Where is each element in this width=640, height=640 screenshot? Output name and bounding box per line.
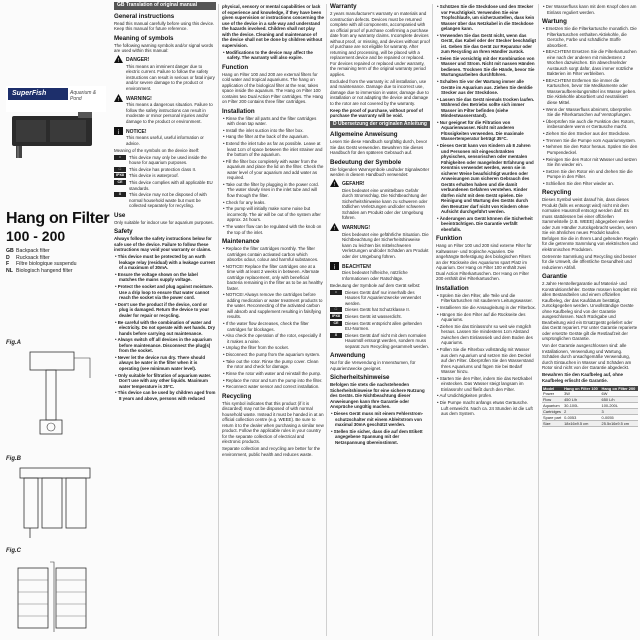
language-banner-d: D Übersetzung der originalen Anleitung — [330, 121, 430, 129]
safety-bullet: • Only suitable for filtration of aquarium water. Don't use with any other liquids. Maximum water temperature is 35°C. — [115, 372, 212, 389]
danger-text: This means an imminent danger due to electric current. Failure to follow the safety instructions can result in serious or fatal injury and/or severe damage to the product or environment. — [126, 63, 215, 91]
svg-text:!: ! — [333, 182, 336, 187]
column-divider — [432, 4, 433, 636]
ce-mark-icon: CE — [114, 180, 126, 185]
table-row: Spare part 0-0053 0-0055 — [542, 415, 638, 421]
section-heading: Bedeutung der Symbole — [330, 158, 402, 166]
maintenance-step: • Überprüfen Sie auch die Funktion des Rotors, insbesondere wenn er Geräusche macht. — [543, 118, 635, 130]
svg-text:i: i — [117, 128, 120, 135]
figure-b-label: Fig.B — [6, 456, 21, 462]
warning-text: This means a dangerous situation. Failure to follow the safety instructions can result in moderate or minor personal injuries and/or damage to the product or environment. — [126, 102, 213, 124]
section-heading: General instructions — [114, 12, 175, 20]
symbol-row: ⌂ This device may only be used inside the house for aquarium purposes. — [114, 155, 216, 166]
installation-step: • Extend the inlet tube as far as possible. Leave at least 1cm of space between the inlet strainer and the bottom of the aquarium. — [223, 141, 323, 158]
installation-step: • Der Wasserfluss kann mit dem Knopf oben am Einlass reguliert werden. — [543, 4, 637, 15]
installation-step: • Ziehen Sie das Einlassrohr so weit wie möglich heraus. Lassen Sie mindestens 1cm Abstand zwischen dem Einlasssieb und dem Boden des Aquariums. — [437, 323, 533, 346]
installation-step: • Hängen Sie den Filter auf die Rückseite des Aquariums. — [437, 311, 526, 323]
safety-bullet: • Always switch off all devices in the aquarium before maintenance. Disconnect the plug(s) from the socket. — [115, 337, 212, 354]
warranty-text: Von der Garantie ausgeschlossen sind: alle Installationen, Verwendung und Wartung. Schäden durch unsachgemäße Verwendung, durch Eintauchen in Wasser und Schäden am Rotor sind nicht von der Garantie abgedeckt. — [542, 343, 632, 371]
column-gb-d — [330, 0, 430, 640]
protection-class-icon: □ — [114, 167, 126, 172]
maintenance-step: • Reinigen Sie den Rotor mit Wasser und setzen Sie ihn wieder ein. — [543, 156, 637, 167]
weee-bin-icon: X — [114, 192, 126, 197]
column-gb-1 — [114, 0, 216, 640]
brand-logo: SuperFish — [8, 88, 68, 100]
section-text: Lesen Sie diese Handbuch sorgfältig durch, bevor Sie das Gerät verwenden. Bewahren Sie dieses Handbuch für den späteren Gebrauch auf. — [330, 139, 428, 155]
language-list — [6, 248, 77, 274]
maintenance-step: • Take out the rotor. Rinse the pump cover. Clean the rotor and check for damage. — [223, 358, 319, 370]
filter-product-image — [8, 110, 102, 160]
maintenance-step: • Replace the filter cartridges monthly. The filter cartridges contain activated carbon which absorbs odour, colour and harmful substances. — [223, 246, 319, 262]
weee-bin-icon: X — [330, 333, 342, 338]
warning-icon — [114, 94, 123, 102]
installation-heading: Installation — [436, 284, 469, 292]
danger-warning-icon — [114, 55, 123, 63]
installation-step: • Starten Sie den Filter, indem Sie das Netzkabel einstecken. Das Wasser steigt langsam im Einlassrohr und fließt durch den Filter. — [437, 375, 532, 392]
installation-heading: Installation — [222, 107, 255, 115]
spec-table — [542, 386, 638, 427]
installation-step: • Auf Undichtigkeiten prüfen. — [437, 393, 493, 399]
danger-block: ! GEFAHR! Dies bedeutet eine unmittelbare Gefahr durch Stromschlag. Die Nichtbeachtung der Sicherheitshinweise kann zu schweren oder tödlichen Verletzungen und/oder schweren Schäden am Produkt oder der Umgebung führen. — [330, 179, 430, 222]
installation-step: • The water flow can be regulated with the knob on the top of the inlet. — [223, 224, 322, 235]
figure-a-diagram — [10, 348, 102, 440]
use-heading: Anwendung — [330, 352, 366, 360]
safety-bullet: • Protect the socket and plug against moisture. Use a drip loop to ensure that water cannot reach the socket via the power cord. — [115, 284, 213, 301]
maintenance-step: • Wenn der Wasserfluss abnimmt, überprüfen Sie die Filterkartuschen auf Verstopfungen. — [543, 106, 632, 118]
use-heading: Use — [114, 211, 126, 219]
table-row: Flow 450 L/h 650 L/h — [542, 397, 638, 403]
notice-title: NOTICE! — [126, 128, 147, 135]
function-heading: Funktion — [436, 235, 463, 243]
safety-bullet: • Be careful with the combination of water and electricity. Do not operate with wet hands. Dry hands before carrying out maintenance. — [115, 319, 216, 336]
svg-text:!: ! — [117, 96, 120, 102]
recycling-text: Getrennte Sammlung und Recycling sind besser für die Umwelt, die öffentliche Gesundheit und reduzieren Abfall. — [542, 253, 637, 270]
maintenance-step: • Ziehen Sie den Stecker aus der Steckdose. — [543, 130, 631, 136]
table-row: Cartridges 2 3 — [542, 409, 638, 415]
warning-title: WARNING! — [126, 95, 152, 102]
safety-bullet: • This device must be protected by an earth leakage relay (residual) with a leakage current of a maximum of 30mA. — [115, 254, 215, 271]
brand-header — [6, 86, 106, 112]
use-text: Only suitable for indoor use for aquarium purposes. — [114, 219, 214, 225]
warning-block: ! WARNUNG! Dies bedeutet eine gefährliche Situation. Die Nichtbeachtung der Sicherheitshinweise kann zu leichten bis mittelschweren Verletzungen und/oder Schäden am Produkt oder der Umgebung führen. — [330, 223, 430, 261]
symbol-row: IPX8 This device is waterproof. — [114, 173, 216, 179]
column-d-2 — [436, 0, 536, 640]
function-text: Hang on Filter 100 and 200 are external filters for cold water and tropical aquariums. The hang on application of the biological filter at the rear, takes space inside the aquarium. The Hang on Filter 100 contains two Dual Action Filter cartridges. The Hang on Filter 200 contains three filter cartridges. — [222, 71, 323, 104]
safety-bullet: • Schalten Sie vor der Wartung immer alle Geräte im Aquarium aus. Ziehen Sie den/die Stecker aus der Steckdose. — [437, 79, 533, 96]
column-d-3 — [542, 0, 638, 640]
use-text: Nur für die Verwendung in Innenräumen, für Aquarienzwecke geeignet. — [330, 360, 416, 371]
installation-step: • Spülen Sie den Filter, alle Teile und die Filterkartuschen mit sauberem Leitungswasser. — [437, 292, 533, 304]
warranty-text: 2 Jahre Herstellergarantie auf Material- und Konstruktionsfehler. Geräte müssen komplett mit allen Bestandteilen und einem offiziellen Kaufbeleg, der das Kaufdatum bestätigt, zurückgegeben werden. Unvollständige Geräte ohne Kaufbeleg sind von der Garantie ausgeschlossen. Nach Rückgabe und Bearbeitung wird ein Ersatzgerät geliefert oder das Gerät repariert. Für unter Garantie reparierte oder ersetzte Geräte gilt die Restlaufzeit der ursprünglichen Garantie. — [542, 281, 638, 342]
safety-text: Befolgen Sie stets die nachstehenden Sicherheitshinweise für eine sichere Nutzung des Geräts. Die Nichtbeachtung dieser Anweisungen kann Ihre Garantie oder Ansprüche ungültig machen. — [330, 382, 425, 410]
safety-continued: physical, sensory or mental capabilities or lack of experience and knowledge, if they have been given supervision or instructions concerning the use of the device in a safe way and understand the hazards involved. Children shall not play with the device. Cleaning and maintenance of the device shall not be done by children without supervision. — [222, 4, 324, 48]
table-header: Hang on Filter 200 — [601, 386, 638, 391]
warranty-text: Excluded from the warranty is: all installation, use and maintenance. Damage due to incorrect use, damage due to immersion in water, damage due to installation or not adapting the device and damage to the rotor are not covered by the warranty. — [330, 78, 429, 106]
safety-bullet: • Dieses Gerät muss mit einem Fehlerstrom-schutzschalter mit einem Ableitstrom von maximal 30mA geschützt werden. — [331, 411, 424, 428]
installation-step: • Rinse the filter all parts and the filter cartridges with clean tap water. — [223, 115, 317, 126]
safety-bullet: • Verwenden Sie das Gerät nicht, wenn das Gerät, das Kabel oder der Stecker beschädigt ist. Geben Sie das Gerät zur Reparatur oder zum Recycling an Ihren Händler zurück. — [437, 32, 536, 55]
warranty-heading: Warranty — [330, 3, 357, 10]
safety-bullet: • Dieses Gerät kann von Kindern ab 8 Jahren und Personen mit eingeschränkten physischen, sensorischen oder mentalen Fähigkeiten oder mangelnder Erfahrung und Kenntnis verwendet werden, wenn sie in sicherer Weise beaufsichtigt wurden oder Anweisungen zum sicheren Gebrauch des Geräts erhalten haben und die damit verbundenen Gefahren verstehen. Kinder dürfen nicht mit dem Gerät spielen. Die Reinigung und Wartung des Geräts durch den Benutzer darf nicht von Kindern ohne Aufsicht durchgeführt werden. — [437, 143, 534, 215]
notice-icon — [330, 262, 339, 270]
danger-block — [114, 55, 216, 93]
maintenance-heading: Maintenance — [222, 238, 260, 245]
symbols-intro: Meaning of the symbols on the device itself: — [114, 147, 200, 153]
language-item: NL Biologisch hangend filter — [6, 267, 73, 274]
maintenance-step: • Schließen Sie den Filter wieder an. — [543, 180, 614, 186]
safety-bullet: • Änderungen am Gerät können die Sicherheit beeinträchtigen. Die Garantie verfällt ebenfalls. — [437, 215, 533, 232]
installation-step: • Fill the filter box completely with water from the aquarium and place the lid on the filter. Check the water level of your aquarium and add water as required. — [223, 158, 324, 181]
column-gb-2 — [222, 0, 324, 640]
symbol-row: X Dieses Gerät darf nicht mit dem normalen Hausmüll entsorgt werden, sondern muss separat zum Recycling gesammelt werden. — [330, 333, 430, 350]
section-text: The following warning symbols and/or signal words are used within this manual: — [114, 42, 214, 53]
maintenance-step: • Unplug the filter from the socket. — [223, 345, 289, 351]
notice-block — [114, 127, 216, 148]
maintenance-step: • NOTICE! Always remove the cartridges before adding medication or water treatment products to the water. Reconnecting of the activated carbon will absorb and supplement resulting in falsifying results. — [223, 292, 323, 320]
warning-icon — [330, 223, 339, 231]
maintenance-step: • Replace the rotor and turn the pump into the filter. — [223, 377, 323, 383]
maintenance-step: • If the water flow decreases, check the filter cartridges for blockages. — [223, 321, 309, 332]
product-title: Hang on Filter — [6, 210, 110, 227]
function-text: Hang on Filter 100 und 200 sind externe Filter für Kaltwasser- und tropische Aquarien. Die angehängte Befestigung des biologischen Filters an der Rückseite des Aquariums spart Platz im Aquarium. Der Hang on Filter 100 enthält zwei Dual Action Filterkartuschen. Der Hang on Filter 200 enthält drei Filterkartuschen. — [436, 243, 532, 282]
symbol-row: CE Dieses Gerät entspricht allen geltenden EU-Normen. — [330, 321, 430, 332]
ce-mark-icon: CE — [330, 321, 342, 326]
symbol-row: CE This device complies with all applicable EU standards. — [114, 180, 216, 191]
symbol-row: □ This device has protection class II. — [114, 167, 216, 173]
warranty-text: Keep the proof of purchase, without proof of purchase the warranty will be void. — [330, 107, 423, 118]
section-text: Die folgenden Warnsymbole und/oder Signalwörter werden in diesem Handbuch verwendet: — [330, 166, 430, 177]
safety-bullet: • Seien Sie vorsichtig mit der Kombination von Wasser und Strom. Nicht mit nassen Händen bedienen. Trocknen Sie die Hände, bevor Sie Wartungsarbeiten durchführen. — [437, 55, 535, 78]
maintenance-step: • Disconnect the pump from the aquarium system. — [223, 352, 321, 358]
protection-class-icon: □ — [330, 307, 342, 312]
safety-heading: Sicherheitshinweise — [330, 374, 390, 382]
table-row: Size 18x16x9.5 cm 25.5x16x9.5 cm — [542, 421, 638, 427]
cover-panel — [0, 0, 112, 640]
safety-bullet: • Don't use the product if the device, cord or plug is damaged. Return the device to your dealer for repair or recycling. — [115, 301, 210, 318]
product-range: 100 - 200 — [6, 228, 66, 244]
recycling-text: Separate collection and recycling are better for the environment, public health and reduces waste. — [222, 446, 321, 457]
safety-bullet: • Schützen Sie die Steckdose und den Stecker vor Feuchtigkeit. Verwenden Sie eine Tropfschlaufe, um sicherzustellen, dass kein Wasser über das Netzkabel in die Steckdose gelangen kann. — [437, 4, 535, 31]
installation-step: • The pump will initially make some noise but incorrectly. The air will be out of the system after approx. 24 hours. — [223, 206, 321, 223]
safety-heading: Safety — [114, 228, 133, 236]
svg-text:!: ! — [333, 226, 336, 231]
maintenance-step: • Rinse the rotor with water and reinstall the pump. — [223, 371, 322, 376]
recycling-text: This symbol indicates that this product (if it is discarded) may not be disposed of with normal household waste. Instead it must be handed in at an official collection centre (e.g. WEEE). Be sure to return it to the dealer when purchasing a similar new product. Follow the applicable rules in your country for the separate collection of electrical and electronic products. — [222, 400, 324, 445]
section-text: Read this manual carefully before using this device. Keep this manual for future reference. — [114, 20, 215, 31]
indoor-use-icon: ⌂ — [330, 290, 342, 295]
symbol-row: IPX8 Dieses Gerät ist wasserdicht. — [330, 314, 430, 320]
table-row: Power 3W 6W — [542, 391, 638, 397]
svg-text:i: i — [333, 263, 336, 270]
safety-bullet: • Lassen Sie das Gerät niemals trocken laufen. Während des Betriebs sollte sich immer Wasser im Filter befinden (siehe Mindestwasserstand). — [437, 96, 535, 119]
notice-icon — [114, 127, 123, 135]
notice-block: i BEACHTEN! Dies bedeutet hilfreiche, nützliche Informationen oder Ratschläge. — [330, 262, 430, 283]
maintenance-step: • NOTICE! Replace the filter cartridges one at a time with at least 2 weeks in between. Alternate cartridge replacement, only with beneficial bacteria remaining in the filter as to be as healthy faster. — [223, 263, 323, 291]
safety-bullet: • Stellen Sie sicher, dass die auf dem Etikett angegebene Spannung mit der Netzspannung übereinstimmt. — [331, 428, 423, 445]
brand-tagline: Aquarium & Pond — [70, 90, 97, 102]
symbol-row: □ Dieses Gerät hat Schutzklasse II. — [330, 307, 430, 313]
indoor-use-icon: ⌂ — [114, 155, 126, 160]
maintenance-step: • Setzen Sie den Rotor ein und drehen Sie die Pumpe in den Filter. — [543, 168, 633, 180]
safety-bullet: • Ensure the voltage shown on the label matches the mains supply voltage. — [115, 271, 198, 283]
column-divider — [326, 4, 327, 636]
maintenance-step: • Also check the operation of the rotor, especially if it makes a noise. — [223, 333, 321, 344]
language-item: GB Backpack filter — [6, 248, 50, 254]
symbols-intro: Bedeutung der Symbole auf dem Gerät selbst: — [330, 282, 421, 288]
warranty-heading: Garantie — [542, 273, 568, 281]
danger-title: DANGER! — [126, 57, 150, 63]
function-heading: Function — [222, 63, 249, 71]
installation-step: • Installieren Sie die Ansaugleitung in der Filterbox. — [437, 305, 536, 310]
installation-step: • Install the inlet suction into the filter box. — [223, 127, 304, 133]
figure-a-label: Fig.A — [6, 340, 21, 346]
recycling-heading: Recycling — [222, 392, 252, 400]
installation-step: • Füllen Sie die Filterbox vollständig mit Wasser aus dem Aquarium und setzen Sie den Deckel auf den Filter. Überprüfen Sie den Wasserstand Ihres Aquariums und fügen Sie bei Bedarf Wasser hinzu. — [437, 347, 534, 375]
warranty-text: Bewahren Sie den Kaufbeleg auf, ohne Kaufbeleg erlischt die Garantie. — [542, 372, 623, 383]
symbol-row: X This device may not be disposed of with normal household waste but must be collected separately for recycling. — [114, 192, 216, 209]
notice-text: This means useful, useful information or advice. — [126, 135, 204, 146]
language-banner-gb: GB Translation of original manual — [114, 2, 216, 10]
column-divider — [538, 4, 539, 636]
maintenance-step: • BEACHTEN! Ersetzen Sie die Filterkartuschen eine nach der anderen mit mindestens 2 Wochen dazwischen. Ein abwechselnder Austausch sorgt dafür, dass immer nützliche Bakterien im Filter verbleiben. — [543, 49, 637, 77]
section-heading: Meaning of symbols — [114, 34, 174, 42]
figure-c-label: Fig.C — [6, 548, 21, 554]
safety-bullet: • Modifications to the device may affect the safety. The warranty will also expire. — [223, 49, 313, 60]
section-heading: Allgemeine Anweisung — [330, 131, 398, 138]
maintenance-step: • Reconnect water sensor and correct installation. — [223, 384, 320, 390]
safety-bullet: • Never let the device run dry. There should always be water in the filter when it is operating (see minimum water level). — [115, 354, 206, 371]
table-row: Aquarium 30-100L 100-200L — [542, 403, 638, 409]
recycling-heading: Recycling — [542, 189, 572, 197]
installation-step: • Hang the filter at the back of the aquarium. — [223, 134, 309, 140]
figure-c-diagram — [10, 556, 102, 636]
waterproof-icon: IPX8 — [330, 314, 342, 319]
column-divider — [218, 4, 219, 636]
safety-text: Always follow the safety instructions below for safe use of the device. Failure to follow these instructions may void your warranty or claims. — [114, 236, 212, 253]
maintenance-heading: Wartung — [542, 18, 567, 25]
maintenance-step: • BEACHTEN! Entfernen Sie immer die Kartuschen, bevor Sie Medikamente oder Wasseraufbereitungsmittel ins Wasser geben. Die Aktivkohle absorbiert und neutralisiert diese Mittel. — [543, 77, 637, 105]
maintenance-step: • Nehmen Sie den Rotor heraus. Spülen Sie den Pumpendeckel. — [543, 144, 638, 155]
danger-warning-icon — [330, 179, 339, 187]
safety-bullet: • This device can be used by children aged from 8 years and above, persons with reduced — [115, 390, 216, 401]
language-item: D Rucksack filter — [6, 254, 50, 261]
table-header: Model — [542, 386, 563, 391]
waterproof-icon: IPX8 — [114, 173, 126, 178]
svg-text:!: ! — [117, 58, 120, 63]
figure-b-diagram — [10, 462, 102, 542]
installation-step: • Take out the filter by plugging in the power cord. The water slowly rises in the inlet tube and will flow through the filter. — [223, 181, 319, 198]
maintenance-step: • Trennen Sie die Pumpe vom Aquariumsystem. — [543, 137, 637, 143]
maintenance-step: • Ersetzen Sie die Filterkartusche monatlich. Die Filterkartuschen enthalten Aktivkohle, die Gerüche, Farbe und schädliche Stoffe absorbiert. — [543, 26, 637, 48]
recycling-text: Dieses Symbol weist darauf hin, dass dieses Produkt (falls es entsorgt wird) nicht mit dem normalen Hausmüll entsorgt werden darf. Es muss stattdessen bei einer offiziellen Sammelstelle (z.B. WEEE) abgegeben werden oder zum Händler zurückgebracht werden, wenn Sie ein ähnliches neues Produkt kaufen. Befolgen Sie die in Ihrem Land geltenden Regeln für die getrennte Sammlung von elektrischen und elektronischen Produkten. — [542, 197, 638, 252]
warranty-text: 2 years manufacturer's warranty on materials and construction defects. Devices must be returned complete with all components, accompanied with an official proof of purchase confirming a purchase date from any warranty claims. Incomplete devices without proof, or missing, and devices without proof of purchase are not eligible for warranty. After returning and processing, will be placed with a replacement device and be repaired or replaced. For devices repaired or replaced under warranty, the remaining term of the original warranty period applies. — [330, 11, 430, 77]
safety-bullet: • Nur geeignet für die Filtration von Aquarienwasser. Nicht mit anderen Flüssigkeiten verwenden. Die maximale Wassertemperatur beträgt 35°C. — [437, 119, 524, 142]
symbol-row: ⌂ Dieses Gerät darf nur innerhalb des Hauses für Aquarienzwecke verwendet werden. — [330, 290, 430, 307]
installation-step: • Check for any leaks. — [223, 199, 266, 205]
table-header: Hang on Filter 100 — [563, 386, 600, 391]
warning-block — [114, 94, 216, 126]
installation-step: • Die Pumpe macht anfangs etwas Geräusche. Luft entweicht. Nach ca. 24 Stunden ist die Luft aus dem System. — [437, 400, 533, 417]
language-item: F Filtre biologique suspendu — [6, 261, 77, 268]
